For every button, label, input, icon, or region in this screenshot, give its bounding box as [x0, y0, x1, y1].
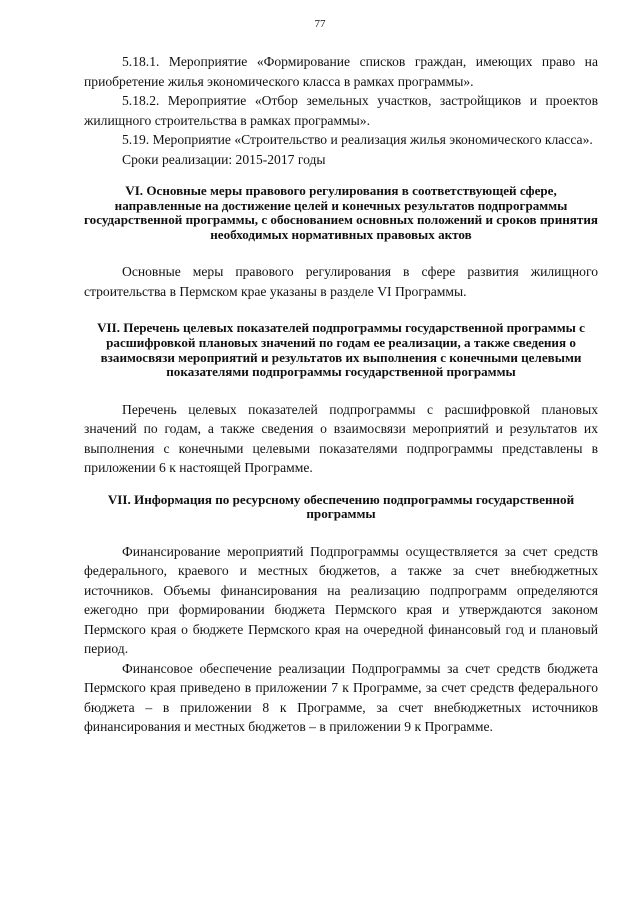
page-content	[84, 52, 598, 737]
section-6-heading: VI. Основные меры правового регулирования в соответствующей сфере, направленные на достижение целей и конечных результатов подпрограммы государственной программы, с обоснованием основных положений и сроков принятия необходимых нормативных правовых актов	[84, 183, 598, 242]
section-7-heading: VII. Перечень целевых показателей подпрограммы государственной программы с расшифровкой плановых значений по годам ее реализации, а также сведения о взаимосвязи мероприятий и результатов их выполнения с конечными целевыми показателями подпрограммы государственной программы	[97, 320, 585, 380]
paragraph-5-18-2: 5.18.2. Мероприятие «Отбор земельных участков, застройщиков и проектов жилищного строительства в рамках программы».	[84, 93, 598, 128]
section-8-text-1: Финансирование мероприятий Подпрограммы осуществляется за счет средств федерального, краевого и местных бюджетов, а также за счет внебюджетных источников. Объемы финансирования на реализацию подпрограмм определяются ежегодно при формировании бюджета Пермского края и утверждаются законом Пермского края о бюджете Пермского края на очередной финансовый год и плановый период.	[84, 543, 598, 657]
paragraph-5-19: 5.19. Мероприятие «Строительство и реализация жилья экономического класса».	[122, 132, 593, 147]
paragraph-5-18-1: 5.18.1. Мероприятие «Формирование списков граждан, имеющих право на приобретение жилья экономического класса в рамках программы».	[84, 54, 598, 89]
section-8-heading: VII. Информация по ресурсному обеспечению подпрограммы государственной программы	[107, 491, 575, 522]
page-number: 77	[314, 18, 326, 30]
section-6-text: Основные меры правового регулирования в сфере развития жилищного строительства в Пермском крае указаны в разделе VI Программы.	[84, 264, 598, 299]
section-7-text: Перечень целевых показателей подпрограммы с расшифровкой плановых значений по годам, а также сведения о взаимосвязи мероприятий и результатов их выполнения с конечными целевыми показателями подпрограммы представлены в приложении 6 к настоящей Программе.	[84, 401, 598, 476]
section-8-text-2: Финансовое обеспечение реализации Подпрограммы за счет средств бюджета Пермского края приведено в приложении 7 к Программе, за счет средств федерального бюджета – в приложении 8 к Программе, за счет внебюджетных источников финансирования и местных бюджетов – в приложении 9 к Программе.	[84, 660, 598, 735]
paragraph-deadlines: Сроки реализации: 2015-2017 годы	[122, 151, 326, 167]
